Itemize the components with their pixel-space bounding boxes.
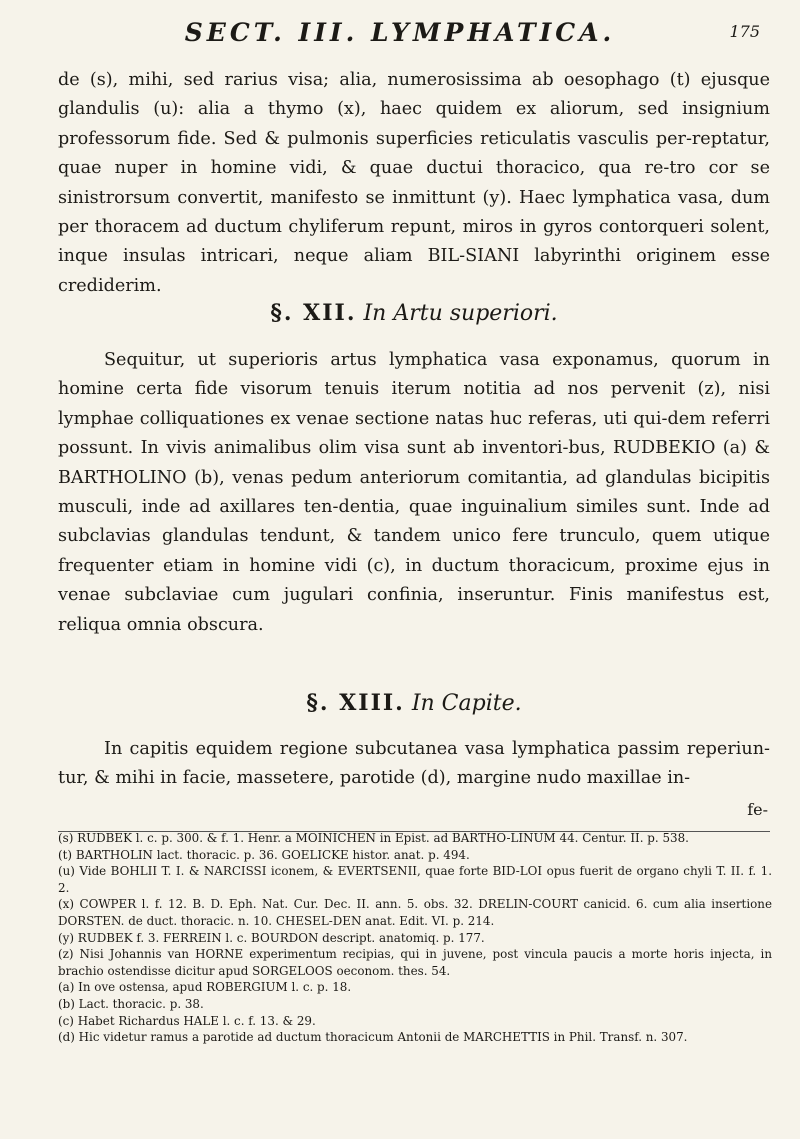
page-number: 175 [729, 22, 760, 41]
paragraph-upper-limb [58, 346, 770, 640]
footnote: (t) BARTHOLIN lact. thoracic. p. 36. GOELICKE histor. anat. p. 494. [58, 847, 470, 862]
footnote: (u) Vide BOHLII T. I. & NARCISSI iconem, & EVERTSENII, quae forte BID-LOI opus fuerit de organo chyli T. II. f. 1. 2. [58, 864, 772, 895]
footnote: (z) Nisi Johannis van HORNE experimentum recipias, qui in juvene, post vincula paucis a morte horis injecta, in brachio ostendisse dicitur apud SORGELOOS oeconom. thes. 54. [58, 947, 772, 978]
footnote: (x) COWPER l. f. 12. B. D. Eph. Nat. Cur. Dec. II. ann. 5. obs. 32. DRELIN-COURT canicid. 6. cum alia insertione DORSTEN. de duct. thoracic. n. 10. CHESEL-DEN anat. Edit. VI. p. 214. [58, 897, 772, 928]
section-heading-13 [58, 690, 770, 716]
running-title: SECT. III. LYMPHATICA. [184, 18, 616, 47]
footnote: (y) RUDBEK f. 3. FERREIN l. c. BOURDON descript. anatomiq. p. 177. [58, 930, 485, 945]
catchword: fe- [747, 800, 768, 819]
footnotes [58, 830, 772, 1046]
footnote: (a) In ove ostensa, apud ROBERGIUM l. c. p. 18. [58, 980, 352, 995]
paragraph-lymphatics-thorax [58, 66, 770, 301]
footnote: (c) Habet Richardus HALE l. c. f. 13. & 29. [58, 1013, 316, 1028]
paragraph-text: In capitis equidem regione subcutanea vasa lymphatica passim reperiun-tur, & mihi in facie, massetere, parotide (d), margine nudo maxillae in- [58, 739, 770, 789]
section-number: §. XIII. [306, 690, 405, 716]
footnote: (d) Hic videtur ramus a parotide ad ductum thoracicum Antonii de MARCHETTIS in Phil. Transf. n. 307. [58, 1030, 688, 1045]
section-number: §. XII. [270, 300, 357, 326]
paragraph-head [58, 735, 770, 794]
footnote: (s) RUDBEK l. c. p. 300. & f. 1. Henr. a MOINICHEN in Epist. ad BARTHO-LINUM 44. Centur. II. p. 538. [58, 831, 689, 845]
section-title: In Capite. [411, 691, 522, 716]
paragraph-text: de (s), mihi, sed rarius visa; alia, numerosissima ab oesophago (t) ejusque glandulis (u): alia a thymo (x), haec quidem ex aliorum, sed insignium professorum fide. Sed & pulmonis superficies reticulatis vasculis per-reptatur, quae nuper in homine vidi, & quae ductui thoracico, qua re-tro cor se sinistrorsum convertit, manifesto se inmittunt (y). Haec lymphatica vasa, dum per thoracem ad ductum chyliferum repunt, miros in gyros contorqueri solent, inque insulas intricari, neque aliam BIL-SIANI labyrinthi originem esse crediderim. [58, 70, 770, 296]
section-heading-12 [58, 300, 770, 326]
footnote: (b) Lact. thoracic. p. 38. [58, 996, 204, 1011]
section-title: In Artu superiori. [363, 301, 558, 326]
paragraph-text: Sequitur, ut superioris artus lymphatica vasa exponamus, quorum in homine certa fide visorum tenuis iterum notitia ad nos pervenit (z), nisi lymphae colliquationes ex venae sectione natas huc referas, uti qui-dem referri possunt. In vivis animalibus olim visa sunt ab inventori-bus, RUDBEKIO (a) & BARTHOLINO (b), venas pedum anteriorum comitantia, ad glandulas bicipitis musculi, inde ad axillares ten-dentia, quae inguinalium similes sunt. Inde ad subclavias glandulas tendunt, & tandem unico fere trunculo, quem utique frequenter etiam in homine vidi (c), in ductum thoracicum, proxime ejus in venae subclaviae cum jugulari confinia, inseruntur. Finis manifestus est, reliqua omnia obscura. [58, 350, 770, 635]
